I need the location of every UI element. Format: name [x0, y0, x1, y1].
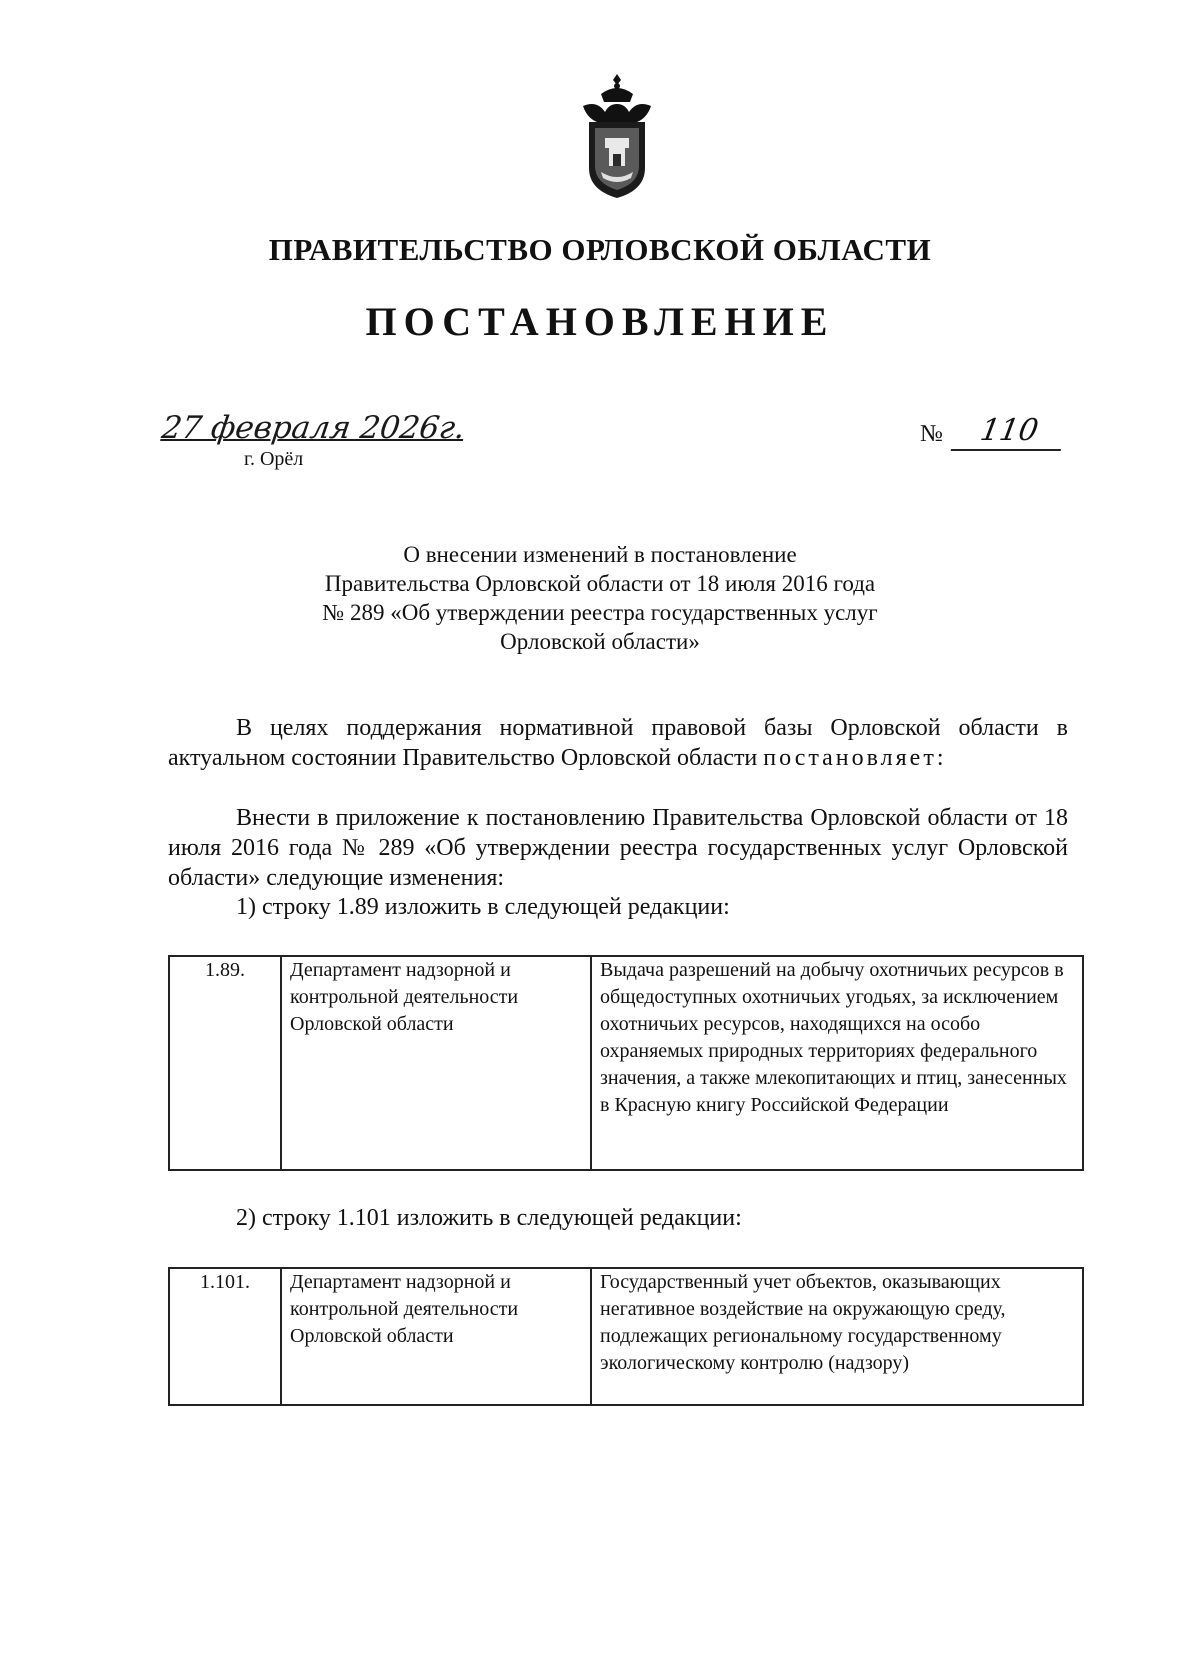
document-type-title: ПОСТАНОВЛЕНИЕ	[365, 299, 835, 344]
table-row	[169, 1268, 1083, 1405]
document-number: 110	[951, 413, 1068, 451]
government-title: ПРАВИТЕЛЬСТВО ОРЛОВСКОЙ ОБЛАСТИ	[268, 232, 932, 267]
department-cell: Департамент надзорной и контрольной деятельности Орловской области	[281, 1268, 591, 1405]
amendment-text: Внести в приложение к постановлению Правительства Орловской области от 18 июля 2016 года № 289 «Об утверждении реестра государственных услуг Орловской области» следующие изменения:	[168, 805, 1068, 891]
department-cell: Департамент надзорной и контрольной деятельности Орловской области	[281, 956, 591, 1170]
subject-line-4: Орловской области»	[500, 629, 700, 654]
service-cell: Выдача разрешений на добычу охотничьих ресурсов в общедоступных охотничьих угодьях, за исключением охотничьих ресурсов, находящихся на особо охраняемых природных территориях федерального значения, а также млекопитающих и птиц, занесенных в Красную книгу Российской Федерации	[591, 956, 1083, 1170]
registry-row-table-2	[168, 1267, 1084, 1406]
preamble-text: В целях поддержания нормативной правовой базы Орловской области в актуальном состоянии Правительство Орловской области	[168, 715, 1068, 771]
subject-line-1: О внесении изменений в постановление	[403, 542, 797, 567]
subject-line-3: № 289 «Об утверждении реестра государственных услуг	[322, 600, 878, 625]
subject-line-2: Правительства Орловской области от 18 июля 2016 года	[324, 571, 876, 596]
registry-row-table-1	[168, 955, 1084, 1171]
document-subject	[200, 540, 1000, 656]
row-number: 1.89.	[169, 956, 281, 1170]
amendment-paragraph	[168, 803, 1068, 893]
resolves-word: постановляет:	[763, 745, 947, 771]
preamble-paragraph	[168, 713, 1068, 773]
row-number: 1.101.	[169, 1268, 281, 1405]
table-row	[169, 956, 1083, 1170]
amendment-item-1: 1) строку 1.89 изложить в следующей редакции:	[236, 894, 730, 920]
coat-of-arms-emblem	[571, 72, 663, 200]
handwritten-date: 27 февраля 2026г.	[159, 410, 468, 446]
amendment-item-2: 2) строку 1.101 изложить в следующей редакции:	[236, 1205, 742, 1231]
number-label: №	[920, 421, 943, 447]
service-cell: Государственный учет объектов, оказывающих негативное воздействие на окружающую среду, подлежащих региональному государственному экологическому контролю (надзору)	[591, 1268, 1083, 1405]
city-label: г. Орёл	[244, 448, 304, 470]
